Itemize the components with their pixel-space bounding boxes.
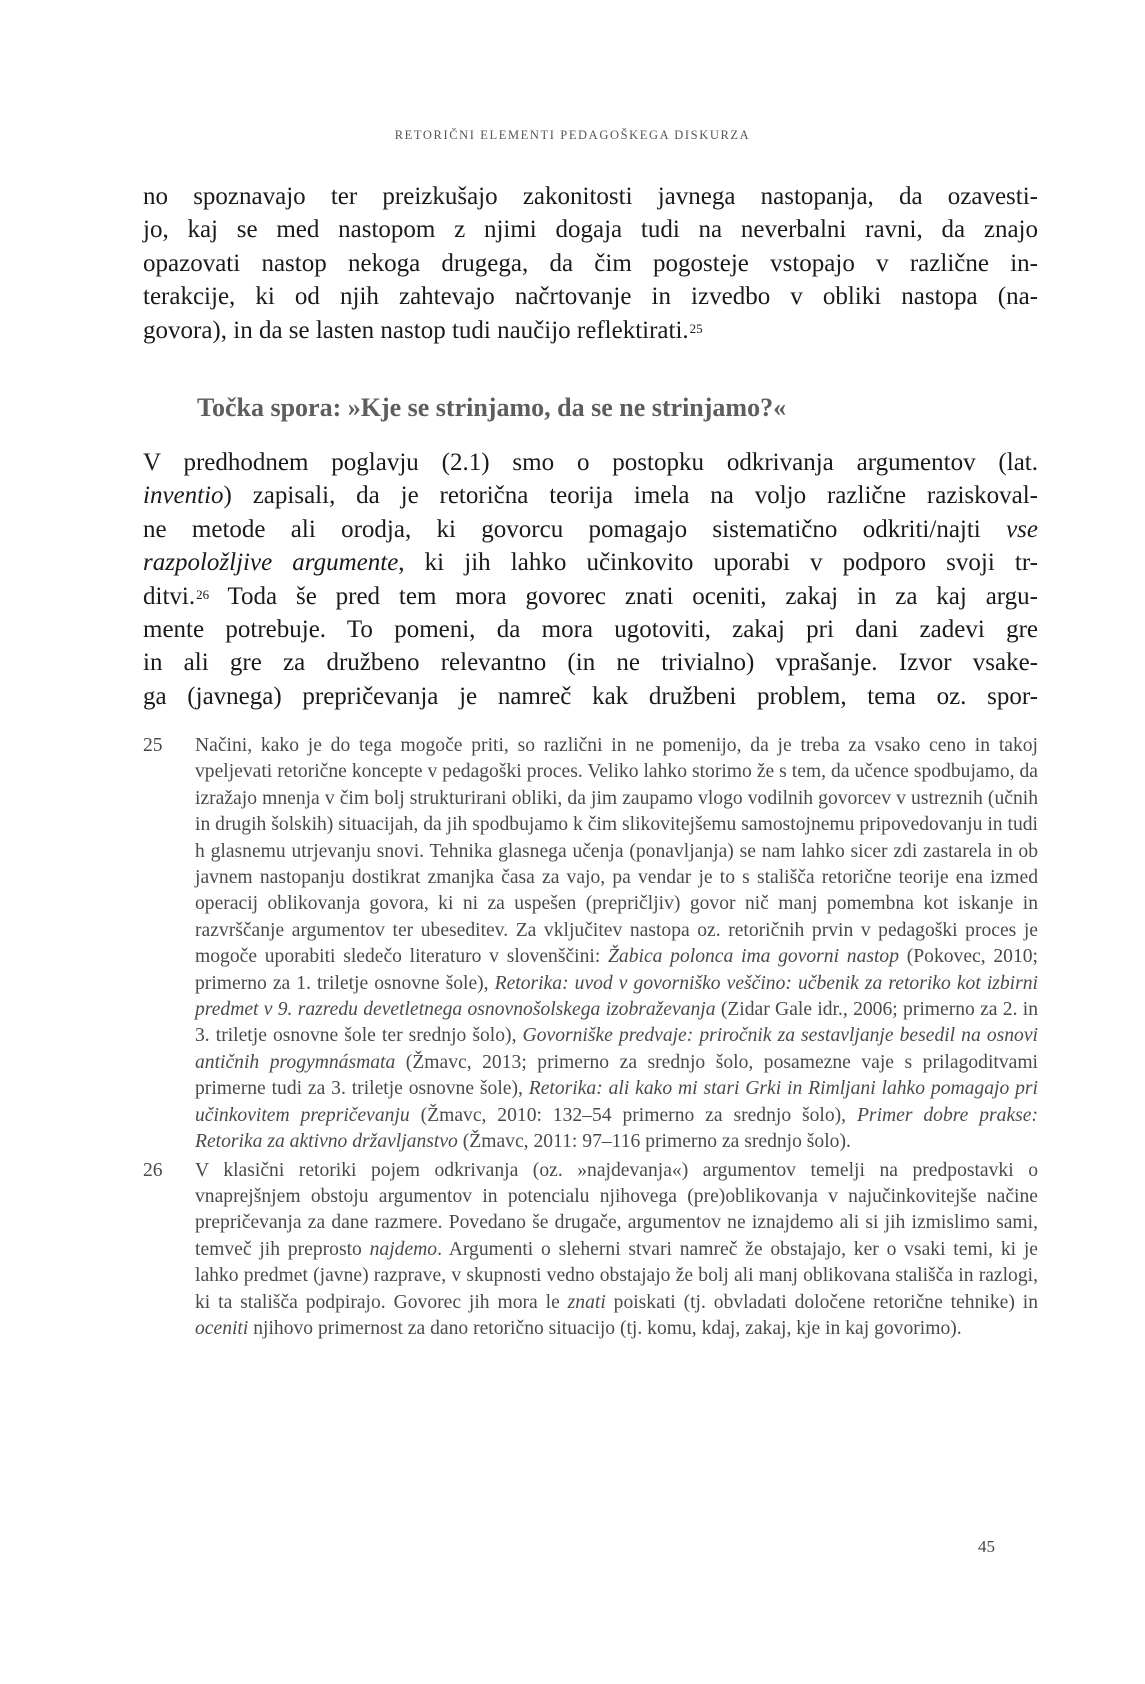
footnotes [143,733,1038,1344]
text-fragment: ditvi. [143,582,196,610]
text-fragment: (Žmavc, 2011: 97–116 primerno za srednjo šolo). [457,1131,851,1153]
text-line: jo, kaj se med nastopom z njimi dogaja tudi na neverbalni ravni, da znajo [143,216,1038,244]
paragraph-continued [143,180,1038,347]
italic-title: Retorika: ali kako mi stari Grki in Rimljani lahko pomagajo pri učinkovitem prepričevanju [195,1078,1039,1126]
footnote-text [195,1158,1038,1343]
text-line: opazovati nastop nekoga drugega, da čim pogosteje vstopajo v različne in- [143,249,1038,277]
italic-term: vse [1006,515,1038,543]
italic-title: najdemo [369,1238,438,1260]
text-line [143,479,1038,512]
text-line: terakcije, ki od njih zahtevajo načrtovanje in izvedbo v obliki nastopa (na- [143,283,1038,311]
footnote-text [195,733,1038,1156]
footnote-reference[interactable]: 26 [196,586,210,602]
text-fragment: poiskati (tj. obvladati določene retorične tehnike) in [605,1291,1038,1313]
page-number: 45 [978,1537,995,1556]
italic-title: Govorniške predvaje: priročnik za sestavljanje besedil na osnovi antičnih progymnásmata [195,1025,1038,1073]
paragraph-main [143,446,1038,713]
footnote-number: 25 [143,735,163,756]
text-line: V predhodnem poglavju (2.1) smo o postopku odkrivanja argumentov (lat. [143,449,1038,476]
italic-title: Retorika: uvod v govorniško veščino: učbenik za retoriko kot izbirni predmet v 9. razredu devetletnega osnovnošolskega izobraževanja [195,972,1038,1021]
text-line: in ali gre za družbeno relevantno (in ne trivialno) vprašanje. Izvor vsake- [143,649,1038,677]
text-line [143,513,1038,546]
italic-term: razpoložljive argumente [143,549,399,577]
text-line: no spoznavajo ter preizkušajo zakonitosti javnega nastopanja, da ozavesti- [143,183,1038,210]
text-fragment: njihovo primernost za dano retorično situacijo (tj. komu, kdaj, zakaj, kje in kaj govorimo). [248,1317,962,1339]
text-fragment: Načini, kako je do tega mogoče priti, so različni in ne pomenijo, da je treba za vsako ceno in takoj vpeljevati retorične koncepte v pedagoški proces. Veliko lahko storimo že s tem, da učence spodbujamo, da izražajo mnenja v čim bolj strukturirani obliki, da jim zaupamo vlogo vodilnih govorcev v ustreznih (učnih in drugih šolskih) situacijah, da jih spodbujamo k čim slikovitejšemu samostojnemu pripovedovanju in tudi h glasnemu utrjevanju snovi. Tehnika glasnega učenja (ponavljanja) se nam lahko sicer zdi zastarela in ob javnem nastopanju dostikrat zmanjka časa za vajo, pa vendar je to s stališča retorične teorije ena izmed operacij oblikovanja govora, ki ni za uspešen (prepričljiv) govor nič manj pomembna kot iskanje in razvrščanje argumentov ter ubeseditev. Za vključitev nastopa oz. retoričnih prvin v pedagoški proces je mogoče uporabiti sledečo literaturo v slovenščini: [195,735,1038,968]
footnote [143,733,1038,1156]
running-head: RETORIČNI ELEMENTI PEDAGOŠKEGA DISKURZA [394,128,751,142]
footnote [143,1158,1038,1343]
footnote-reference[interactable]: 25 [689,320,703,336]
text-fragment: ne metode ali orodja, ki govorcu pomagajo sistematično odkriti/najti [143,515,1007,543]
italic-title: Žabica polonca ima govorni nastop [608,946,900,968]
section-heading: Točka spora: »Kje se strinjamo, da se ne strinjamo?« [197,393,787,422]
text-fragment: ) zapisali, da je retorična teorija imela na voljo različne raziskoval- [223,482,1038,510]
text-fragment: (Žmavc, 2010: 132–54 primerno za srednjo šolo), [409,1104,857,1126]
text-fragment: . Argumenti o sleherni stvari namreč že obstajajo, ker o vsaki temi, ki je lahko predmet (javne) razprave, v skupnosti vedno obstajajo že bolj ali manj oblikovana stališča in razlogi, ki ta stališča podpirajo. Govorec jih mora le [195,1238,1038,1313]
footnote-number: 26 [143,1159,163,1181]
text-fragment: (Pokovec, 2010; primerno za 1. triletje osnovne šole), [195,946,1038,994]
text-fragment: , ki jih lahko učinkovito uporabi v podporo svoji tr- [398,549,1038,577]
italic-title: oceniti [195,1317,249,1339]
text-fragment: V klasični retoriki pojem odkrivanja (oz. »najdevanja«) argumentov temelji na predpostavki o vnaprejšnjem obstoju argumentov in potencialu njihovega (pre)oblikovanja v najučinkovitejše načine prepričevanja za dane razmere. Povedano še drugače, argumentov ne iznajdemo ali si jih izmislimo sami, temveč jih preprosto [195,1159,1038,1260]
text-line [143,546,1038,579]
italic-title: Primer dobre prakse: Retorika za aktivno državljanstvo [195,1104,1038,1153]
text-fragment: (Žmavc, 2013; primerno za srednjo šolo, posamezne vaje s prilagoditvami primerne tudi za 3. triletje osnovne šole), [195,1051,1039,1100]
text-fragment: (Zidar Gale idr., 2006; primerno za 2. in 3. triletje osnovne šole ter srednjo šolo), [195,999,1038,1047]
text-line: mente potrebuje. To pomeni, da mora ugotoviti, zakaj pri dani zadevi gre [143,616,1038,644]
text-fragment: Toda še pred tem mora govorec znati oceniti, zakaj in za kaj argu- [209,582,1038,610]
text-line [143,580,1038,613]
italic-term: inventio [143,482,224,510]
italic-title: znati [567,1291,606,1313]
text-fragment: govora), in da se lasten nastop tudi naučijo reflektirati. [143,316,689,344]
text-line [143,314,1038,347]
text-line: ga (javnega) prepričevanja je namreč kak družbeni problem, tema oz. spor- [143,682,1038,710]
